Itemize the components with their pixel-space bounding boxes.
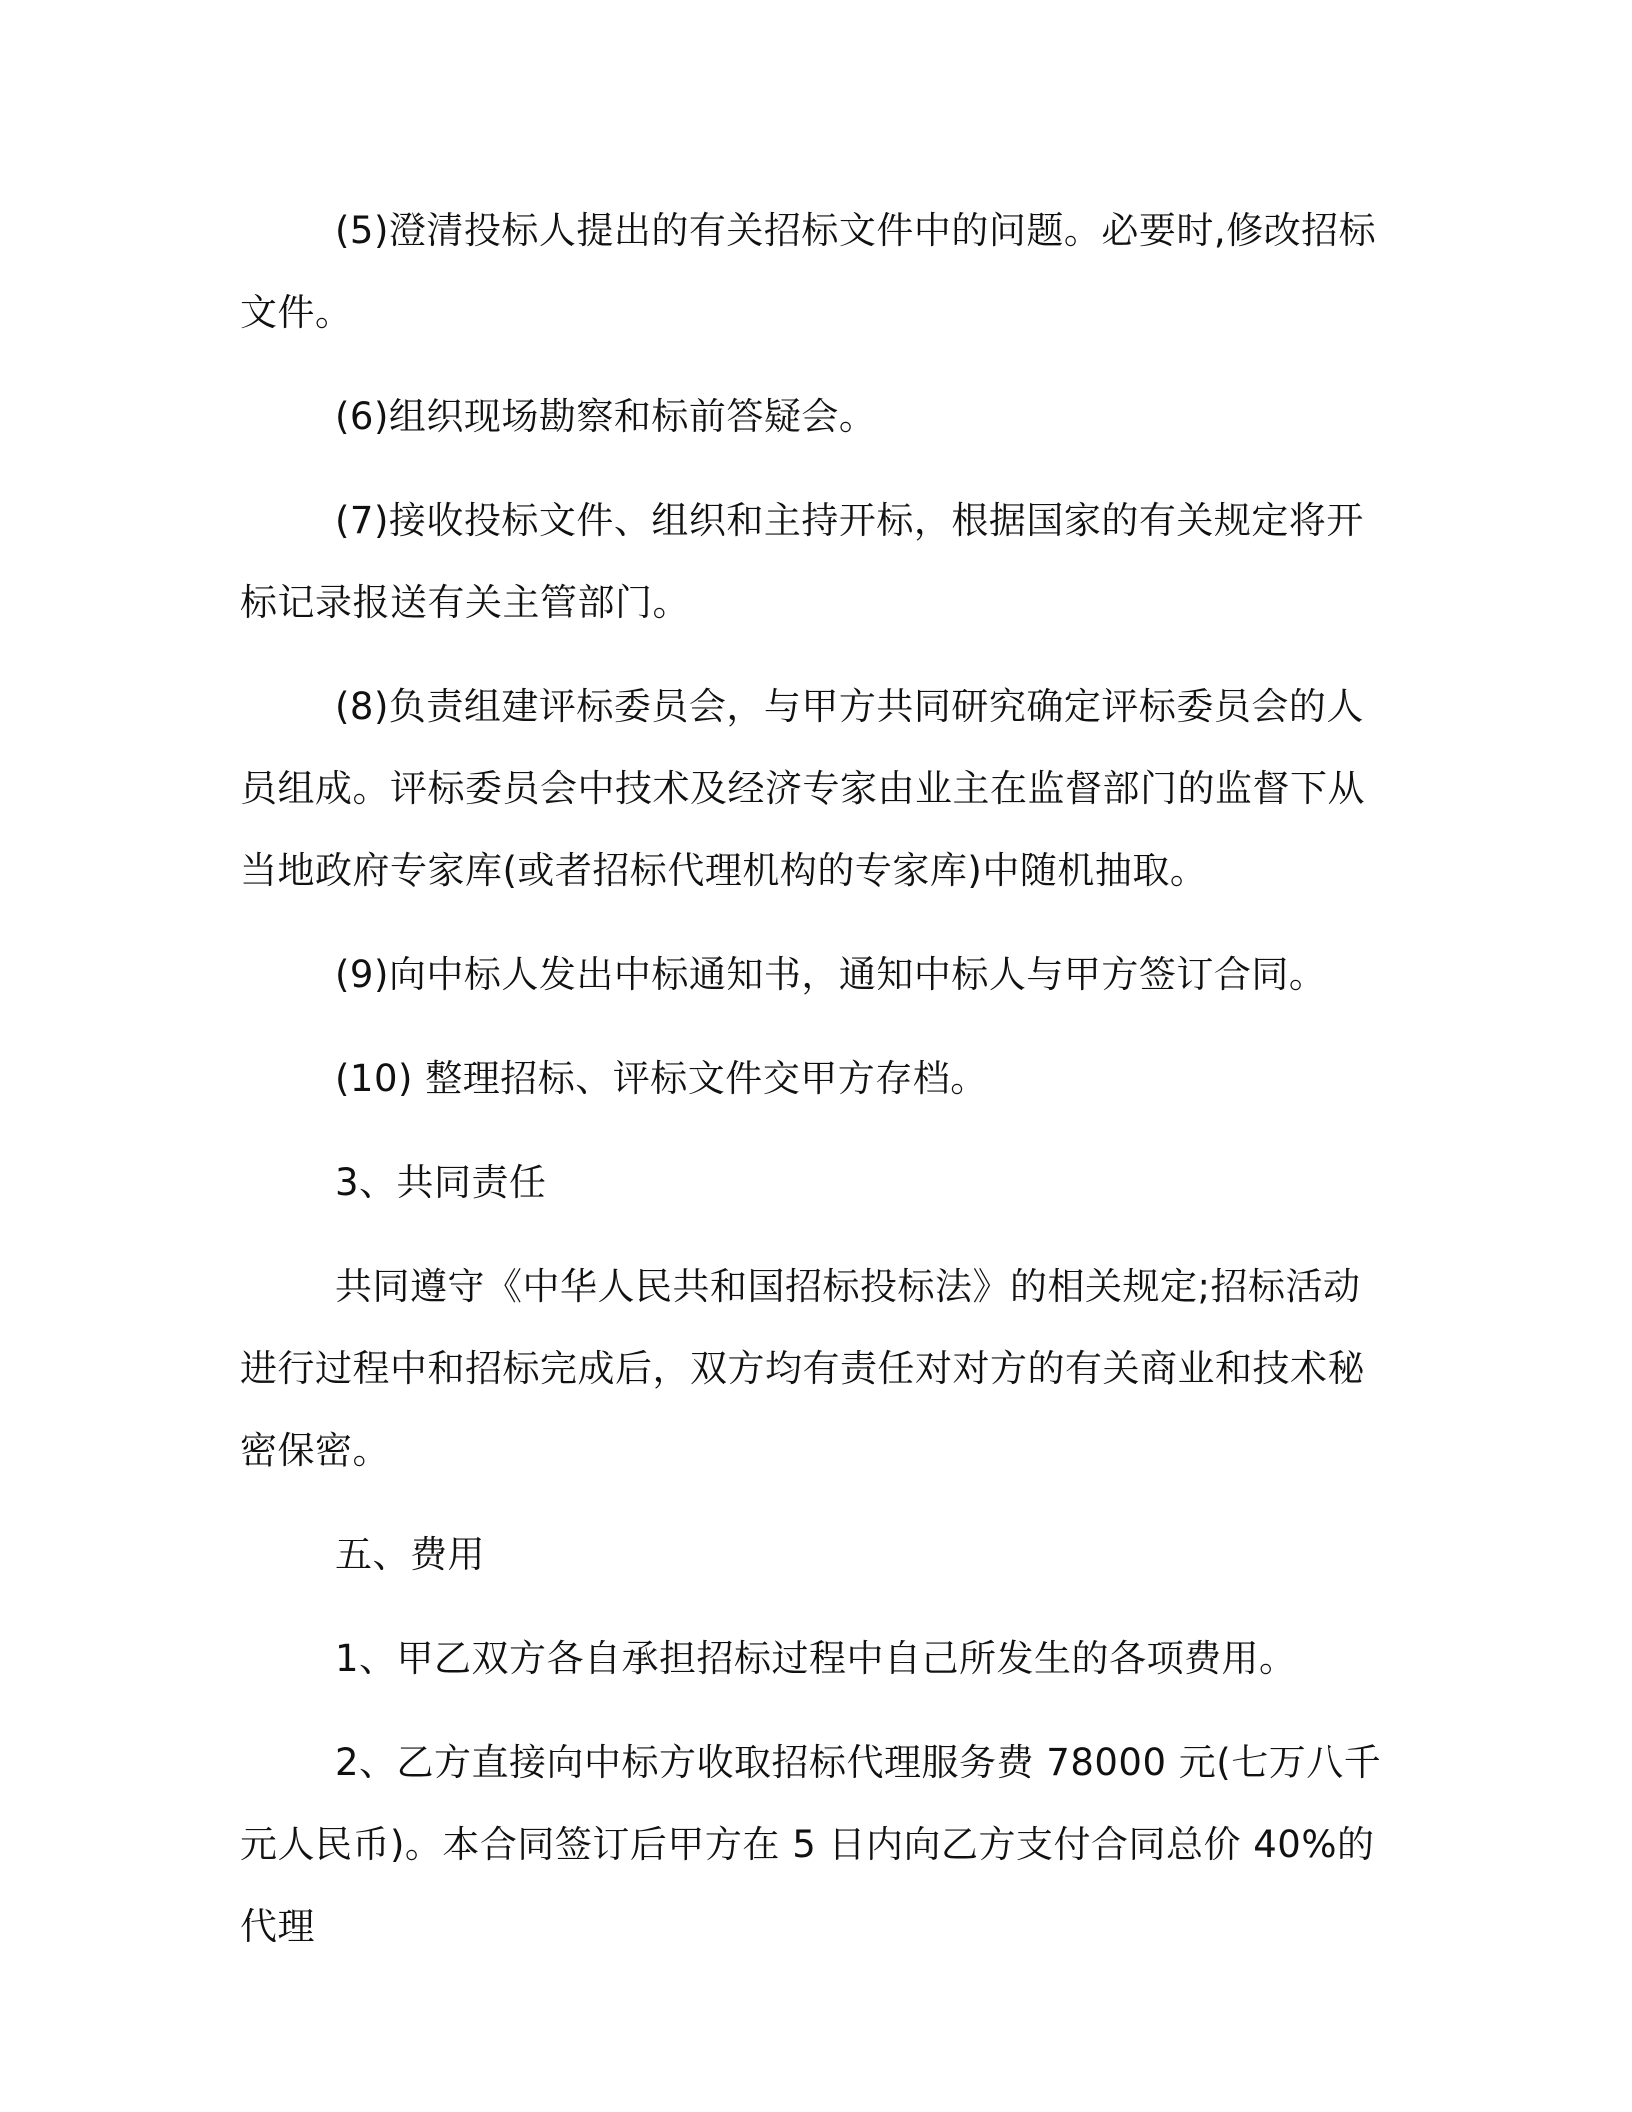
paragraph-shared-responsibility: 共同遵守《中华人民共和国招标投标法》的相关规定;招标活动进行过程中和招标完成后，双方均有责任对对方的有关商业和技术秘密保密。: [240, 1265, 1365, 1472]
section-heading-fees: 五、费用: [335, 1533, 485, 1576]
section-heading-shared-responsibility: 3、共同责任: [335, 1161, 547, 1204]
paragraph-fee-2: 2、乙方直接向中标方收取招标代理服务费 78000 元(七万八千元人民币)。本合同签订后甲方在 5 日内向乙方支付合同总价 40%的代理: [240, 1741, 1382, 1948]
paragraph-item-7: (7)接收投标文件、组织和主持开标，根据国家的有关规定将开标记录报送有关主管部门。: [240, 499, 1364, 624]
paragraph-item-8: (8)负责组建评标委员会，与甲方共同研究确定评标委员会的人员组成。评标委员会中技术及经济专家由业主在监督部门的监督下从当地政府专家库(或者招标代理机构的专家库)中随机抽取。: [240, 685, 1365, 892]
paragraph-item-6: (6)组织现场勘察和标前答疑会。: [335, 395, 877, 438]
paragraph-fee-1: 1、甲乙双方各自承担招标过程中自己所发生的各项费用。: [335, 1637, 1297, 1680]
document-body: [240, 190, 1395, 1968]
paragraph-item-9: (9)向中标人发出中标通知书，通知中标人与甲方签订合同。: [335, 953, 1327, 996]
paragraph-item-10: (10) 整理招标、评标文件交甲方存档。: [335, 1057, 988, 1100]
paragraph-item-5: (5)澄清投标人提出的有关招标文件中的问题。必要时,修改招标文件。: [240, 209, 1377, 334]
